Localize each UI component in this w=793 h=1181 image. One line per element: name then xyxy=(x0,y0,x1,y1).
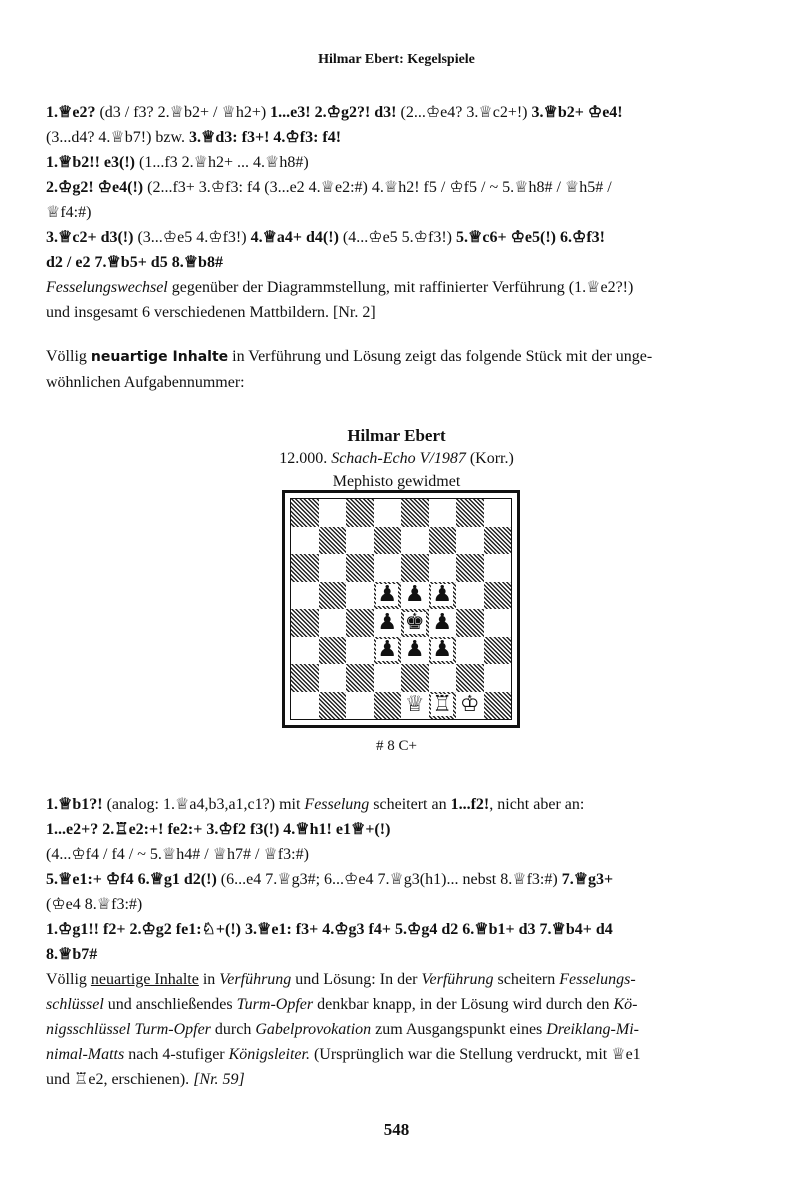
square-f2 xyxy=(429,664,457,692)
square-e1 xyxy=(401,692,429,720)
comment-text: scheitern xyxy=(493,971,560,988)
comment-line xyxy=(46,967,770,992)
square-e4 xyxy=(401,609,429,637)
square-e7 xyxy=(401,527,429,555)
move-text: 8.♕b7# xyxy=(46,946,98,963)
intro-line xyxy=(46,344,770,370)
square-g1 xyxy=(456,692,484,720)
square-f4 xyxy=(429,609,457,637)
comment-line xyxy=(46,1017,770,1042)
variation-text: (2...♔e4? 3.♕c2+!) xyxy=(396,104,532,121)
variation-text: (♔e4 8.♕f3:#) xyxy=(46,896,143,913)
square-c7 xyxy=(346,527,374,555)
square-f5 xyxy=(429,582,457,610)
solution-block-1 xyxy=(46,100,770,325)
square-d7 xyxy=(374,527,402,555)
move-text: 3.♕c2+ d3(!) xyxy=(46,229,134,246)
square-d6 xyxy=(374,554,402,582)
square-c3 xyxy=(346,637,374,665)
square-h8 xyxy=(484,499,512,527)
square-a6 xyxy=(291,554,319,582)
comment-text: und ♖e2, erschienen). xyxy=(46,1071,194,1088)
variation-text: (3...d4? 4.♕b7!) bzw. xyxy=(46,129,190,146)
move-text: 1.♕b1?! xyxy=(46,796,103,813)
piece-g1: ♔ xyxy=(459,692,480,718)
piece-e4: ♚ xyxy=(404,609,425,635)
solution-block-2 xyxy=(46,792,770,1092)
theme-term: Turm-Opfer xyxy=(236,996,314,1013)
square-e3 xyxy=(401,637,429,665)
variation-text: (2...f3+ 3.♔f3: f4 (3...e2 4.♕e2:#) 4.♕h2! f5 / ♔f5 / ~ 5.♕h8# / ♕h5# / xyxy=(143,179,612,196)
square-f7 xyxy=(429,527,457,555)
comment-text: und anschließendes xyxy=(103,996,237,1013)
solution-line xyxy=(46,125,770,150)
move-text: 2.♔g2! ♔e4(!) xyxy=(46,179,144,196)
variation-text: (1...f3 2.♕h2+ ... 4.♕h8#) xyxy=(134,154,309,171)
piece-e1: ♕ xyxy=(404,692,425,718)
theme-term: Fesselung xyxy=(304,796,370,813)
square-h6 xyxy=(484,554,512,582)
square-a3 xyxy=(291,637,319,665)
square-d1 xyxy=(374,692,402,720)
square-b1 xyxy=(319,692,347,720)
running-header: Hilmar Ebert: Kegelspiele xyxy=(318,52,475,67)
underlined-term: neuartige Inhalte xyxy=(90,971,199,988)
theme-term: Fesselungswechsel xyxy=(46,279,168,296)
publication-note: (Korr.) xyxy=(465,450,514,467)
diagram-dedication: Mephisto gewidmet xyxy=(332,473,461,490)
square-a4 xyxy=(291,609,319,637)
move-text: 1...f2! xyxy=(450,796,490,813)
comment-line xyxy=(46,992,770,1017)
theme-term: schlüssel xyxy=(46,996,104,1013)
theme-term: nimal-Matts xyxy=(46,1046,125,1063)
square-d3 xyxy=(374,637,402,665)
diagram-author: Hilmar Ebert xyxy=(347,426,446,445)
variation-text: ♕f4:#) xyxy=(46,204,92,221)
solution-line xyxy=(46,175,770,200)
solution-line xyxy=(46,150,770,175)
move-text: 7.♕g3+ xyxy=(561,871,614,888)
piece-f5: ♟ xyxy=(432,582,453,608)
piece-d5: ♟ xyxy=(377,582,398,608)
square-h5 xyxy=(484,582,512,610)
problem-number: 12.000. xyxy=(279,450,332,467)
square-g4 xyxy=(456,609,484,637)
square-e5 xyxy=(401,582,429,610)
move-text: 4.♕a4+ d4(!) xyxy=(250,229,339,246)
square-h1 xyxy=(484,692,512,720)
move-text: 1...e2+? 2.♖e2:+! fe2:+ 3.♔f2 f3(!) 4.♕h1! e1♕+(!) xyxy=(46,821,391,838)
comment-line xyxy=(46,275,770,300)
square-b8 xyxy=(319,499,347,527)
theme-term: Verführung xyxy=(421,971,494,988)
intro-line xyxy=(46,370,770,395)
move-text: 5.♕c6+ ♔e5(!) 6.♔f3! xyxy=(456,229,606,246)
solution-line xyxy=(46,867,770,892)
square-a2 xyxy=(291,664,319,692)
theme-term: Verführung xyxy=(219,971,292,988)
publication: Schach-Echo V/1987 xyxy=(331,450,466,467)
comment-line xyxy=(46,1042,770,1067)
theme-term: Fesselungs- xyxy=(559,971,636,988)
square-b3 xyxy=(319,637,347,665)
theme-term: Gabelprovokation xyxy=(255,1021,372,1038)
theme-term: Kö- xyxy=(613,996,638,1013)
solution-line xyxy=(46,917,770,942)
square-d2 xyxy=(374,664,402,692)
move-text: 1.♕b2!! e3(!) xyxy=(46,154,135,171)
comment-text: und Lösung: In der xyxy=(291,971,422,988)
square-g5 xyxy=(456,582,484,610)
solution-line xyxy=(46,892,770,917)
diagram-caption xyxy=(0,424,793,493)
square-b6 xyxy=(319,554,347,582)
variation-text: (d3 / f3? 2.♕b2+ / ♕h2+) xyxy=(95,104,271,121)
solution-line xyxy=(46,200,770,225)
comment-text: zum Ausgangspunkt eines xyxy=(371,1021,547,1038)
square-b5 xyxy=(319,582,347,610)
page-number: 548 xyxy=(383,1120,410,1139)
square-h7 xyxy=(484,527,512,555)
comment-text: und insgesamt 6 verschiedenen Mattbildern. [Nr. 2] xyxy=(46,304,376,321)
square-f8 xyxy=(429,499,457,527)
comment-text: denkbar knapp, in der Lösung wird durch den xyxy=(313,996,614,1013)
chess-board xyxy=(290,498,512,720)
square-e8 xyxy=(401,499,429,527)
square-h3 xyxy=(484,637,512,665)
square-c1 xyxy=(346,692,374,720)
move-text: 1...e3! 2.♔g2?! d3! xyxy=(270,104,397,121)
move-text: 3.♕d3: f3+! 4.♔f3: f4! xyxy=(189,129,342,146)
square-c2 xyxy=(346,664,374,692)
piece-f1: ♖ xyxy=(432,692,453,718)
square-g3 xyxy=(456,637,484,665)
solution-line xyxy=(46,792,770,817)
square-c6 xyxy=(346,554,374,582)
square-f6 xyxy=(429,554,457,582)
comment-text: gegenüber der Diagrammstellung, mit raffinierter Verführung (1.♕e2?!) xyxy=(167,279,634,296)
comment-line xyxy=(46,300,770,325)
square-c5 xyxy=(346,582,374,610)
diagram-source xyxy=(0,447,793,470)
square-c4 xyxy=(346,609,374,637)
comment-text: Völlig xyxy=(46,971,91,988)
square-d4 xyxy=(374,609,402,637)
move-text: d2 / e2 7.♕b5+ d5 8.♕b8# xyxy=(46,254,223,271)
intro-text: Völlig xyxy=(46,348,91,365)
variation-text: (3...♔e5 4.♔f3!) xyxy=(133,229,251,246)
solution-line xyxy=(46,842,770,867)
square-c8 xyxy=(346,499,374,527)
variation-text: (4...♔f4 / f4 / ~ 5.♕h4# / ♕h7# / ♕f3:#) xyxy=(46,846,309,863)
square-g2 xyxy=(456,664,484,692)
solution-line xyxy=(46,942,770,967)
square-e6 xyxy=(401,554,429,582)
square-a1 xyxy=(291,692,319,720)
square-g8 xyxy=(456,499,484,527)
comment-line xyxy=(46,1067,770,1092)
piece-f3: ♟ xyxy=(432,637,453,663)
square-d8 xyxy=(374,499,402,527)
piece-e5: ♟ xyxy=(404,582,425,608)
intro-text: in Verführung und Lösung zeigt das folgende Stück mit der unge- xyxy=(228,348,653,365)
square-f3 xyxy=(429,637,457,665)
intro-paragraph xyxy=(46,344,770,395)
theme-term: Königsleiter. xyxy=(228,1046,310,1063)
intro-text: wöhnlichen Aufgabennummer: xyxy=(46,374,245,391)
comment-text: (Ursprünglich war die Stellung verdruckt, mit ♕e1 xyxy=(309,1046,641,1063)
solution-line xyxy=(46,100,770,125)
problem-reference: [Nr. 59] xyxy=(193,1071,245,1088)
move-text: 1.♔g1!! f2+ 2.♔g2 fe1:♘+(!) 3.♕e1: f3+ 4.♔g3 f4+ 5.♔g4 d2 6.♕b1+ d3 7.♕b4+ d4 xyxy=(46,921,613,938)
variation-text: , nicht aber an: xyxy=(489,796,585,813)
square-a5 xyxy=(291,582,319,610)
square-h4 xyxy=(484,609,512,637)
solution-line xyxy=(46,250,770,275)
theme-term: nigsschlüssel Turm-Opfer xyxy=(46,1021,211,1038)
move-text: 3.♕b2+ ♔e4! xyxy=(531,104,623,121)
move-text: 5.♕e1:+ ♔f4 6.♕g1 d2(!) xyxy=(46,871,217,888)
variation-text: (4...♔e5 5.♔f3!) xyxy=(338,229,457,246)
piece-e3: ♟ xyxy=(404,637,425,663)
square-g6 xyxy=(456,554,484,582)
chess-diagram xyxy=(282,490,520,728)
square-g7 xyxy=(456,527,484,555)
comment-text: durch xyxy=(210,1021,256,1038)
stipulation: # 8 C+ xyxy=(376,738,417,754)
square-b2 xyxy=(319,664,347,692)
comment-text: in xyxy=(198,971,220,988)
square-d5 xyxy=(374,582,402,610)
square-e2 xyxy=(401,664,429,692)
piece-f4: ♟ xyxy=(432,609,453,635)
square-a8 xyxy=(291,499,319,527)
theme-term: Dreiklang-Mi- xyxy=(546,1021,639,1038)
comment-text: nach 4-stufiger xyxy=(124,1046,229,1063)
emphasis-text: neuartige Inhalte xyxy=(90,349,229,365)
piece-d3: ♟ xyxy=(377,637,398,663)
square-b4 xyxy=(319,609,347,637)
square-f1 xyxy=(429,692,457,720)
solution-line xyxy=(46,817,770,842)
variation-text: (analog: 1.♕a4,b3,a1,c1?) mit xyxy=(102,796,305,813)
square-b7 xyxy=(319,527,347,555)
move-text: 1.♕e2? xyxy=(46,104,96,121)
variation-text: (6...e4 7.♕g3#; 6...♔e4 7.♕g3(h1)... nebst 8.♕f3:#) xyxy=(216,871,562,888)
variation-text: scheitert an xyxy=(369,796,451,813)
solution-line xyxy=(46,225,770,250)
square-a7 xyxy=(291,527,319,555)
piece-d4: ♟ xyxy=(377,609,398,635)
square-h2 xyxy=(484,664,512,692)
